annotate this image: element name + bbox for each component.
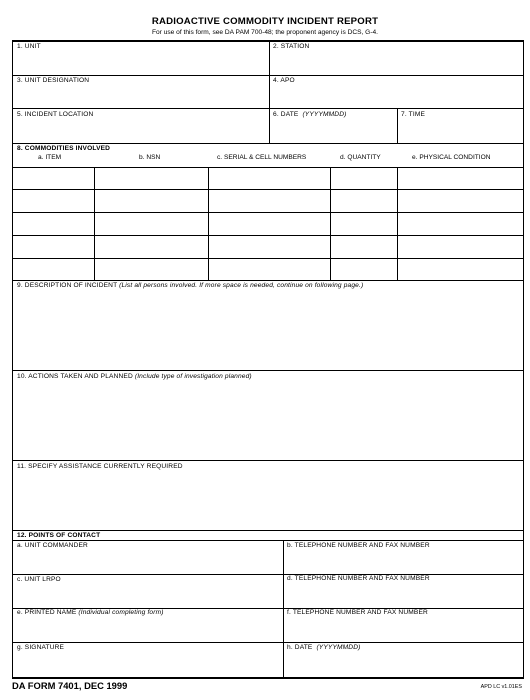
unit-designation-label: 3. UNIT DESIGNATION — [17, 77, 90, 84]
row-divider-2 — [12, 75, 524, 76]
printed-name-label — [17, 609, 164, 616]
form-subtitle: For use of this form, see DA PAM 700-48; the proponent agency is DCS, G-4. — [151, 29, 378, 36]
commodities-table-cells[interactable] — [13, 168, 523, 280]
actions-label-text: 10. ACTIONS TAKEN AND PLANNED — [17, 373, 133, 380]
apo-label: 4. APO — [273, 77, 295, 84]
contact-row-divider-3 — [12, 642, 524, 643]
phone-b-field[interactable] — [284, 551, 522, 573]
date-label — [273, 111, 346, 118]
date-h-field[interactable] — [284, 653, 522, 676]
description-field[interactable] — [13, 292, 523, 369]
form-number: DA FORM 7401, DEC 1999 — [12, 680, 128, 691]
unit-commander-label: a. UNIT COMMANDER — [17, 542, 88, 549]
section-10-top — [12, 370, 524, 371]
section-11-top — [12, 460, 524, 461]
printed-name-label-text: e. PRINTED NAME — [17, 609, 77, 616]
form-version: APD LC v1.01ES — [480, 684, 522, 690]
date-format-hint: (YYYYMMDD) — [302, 111, 347, 118]
actions-field[interactable] — [13, 383, 523, 459]
printed-name-note: (Individual completing form) — [78, 609, 164, 616]
col-header-item: a. ITEM — [38, 154, 62, 161]
printed-name-field[interactable] — [13, 619, 282, 641]
points-of-contact-title: 12. POINTS OF CONTACT — [17, 532, 101, 539]
phone-d-label: d. TELEPHONE NUMBER AND FAX NUMBER — [287, 575, 430, 582]
date-field[interactable] — [270, 120, 396, 142]
actions-label — [17, 373, 252, 380]
unit-designation-field[interactable] — [13, 86, 268, 108]
unit-lrpo-field[interactable] — [13, 585, 282, 607]
col-header-nsn: b. NSN — [139, 154, 161, 161]
commodities-title: 8. COMMODITIES INVOLVED — [17, 145, 111, 152]
phone-b-label: b. TELEPHONE NUMBER AND FAX NUMBER — [287, 542, 430, 549]
section-12-top — [12, 530, 524, 531]
time-field[interactable] — [398, 120, 522, 142]
incident-location-field[interactable] — [13, 120, 268, 142]
section-12-subheader-divider — [12, 540, 524, 541]
description-note: (List all persons involved. If more space is needed, continue on following page.) — [119, 282, 364, 289]
frame-top-border — [12, 40, 524, 42]
description-label — [17, 282, 363, 289]
station-field-label: 2. STATION — [273, 43, 310, 50]
incident-location-label: 5. INCIDENT LOCATION — [17, 111, 94, 118]
frame-bottom-border — [12, 677, 524, 679]
form-title: RADIOACTIVE COMMODITY INCIDENT REPORT — [151, 16, 379, 27]
section-8-top — [12, 143, 524, 144]
signature-label: g. SIGNATURE — [17, 644, 65, 651]
phone-d-field[interactable] — [284, 585, 522, 607]
commodities-row-divider-5 — [12, 280, 524, 281]
contact-row-divider-1 — [12, 574, 524, 575]
phone-f-label: f. TELEPHONE NUMBER AND FAX NUMBER — [287, 609, 428, 616]
actions-note: (Include type of investigation planned) — [134, 373, 252, 380]
col-header-serial: c. SERIAL & CELL NUMBERS — [217, 154, 307, 161]
assistance-label: 11. SPECIFY ASSISTANCE CURRENTLY REQUIRED — [17, 463, 183, 470]
station-field[interactable] — [270, 52, 522, 74]
frame-right-border — [523, 40, 524, 678]
col-header-quantity: d. QUANTITY — [340, 154, 381, 161]
date-h-format-hint: (YYYYMMDD) — [316, 644, 361, 651]
phone-f-field[interactable] — [284, 619, 522, 641]
date-h-label-text: h. DATE — [287, 644, 313, 651]
date-label-text: 6. DATE — [273, 111, 299, 118]
description-label-text: 9. DESCRIPTION OF INCIDENT — [17, 282, 118, 289]
date-h-label — [287, 644, 360, 651]
apo-field[interactable] — [270, 86, 522, 108]
row-divider-3 — [12, 108, 524, 109]
assistance-field[interactable] — [13, 473, 523, 528]
unit-commander-field[interactable] — [13, 551, 282, 573]
col-header-condition: e. PHYSICAL CONDITION — [412, 154, 491, 161]
unit-field[interactable] — [13, 52, 268, 74]
signature-field[interactable] — [13, 653, 282, 676]
unit-field-label: 1. UNIT — [17, 43, 41, 50]
unit-lrpo-label: c. UNIT LRPO — [17, 576, 61, 583]
time-label: 7. TIME — [401, 111, 426, 118]
